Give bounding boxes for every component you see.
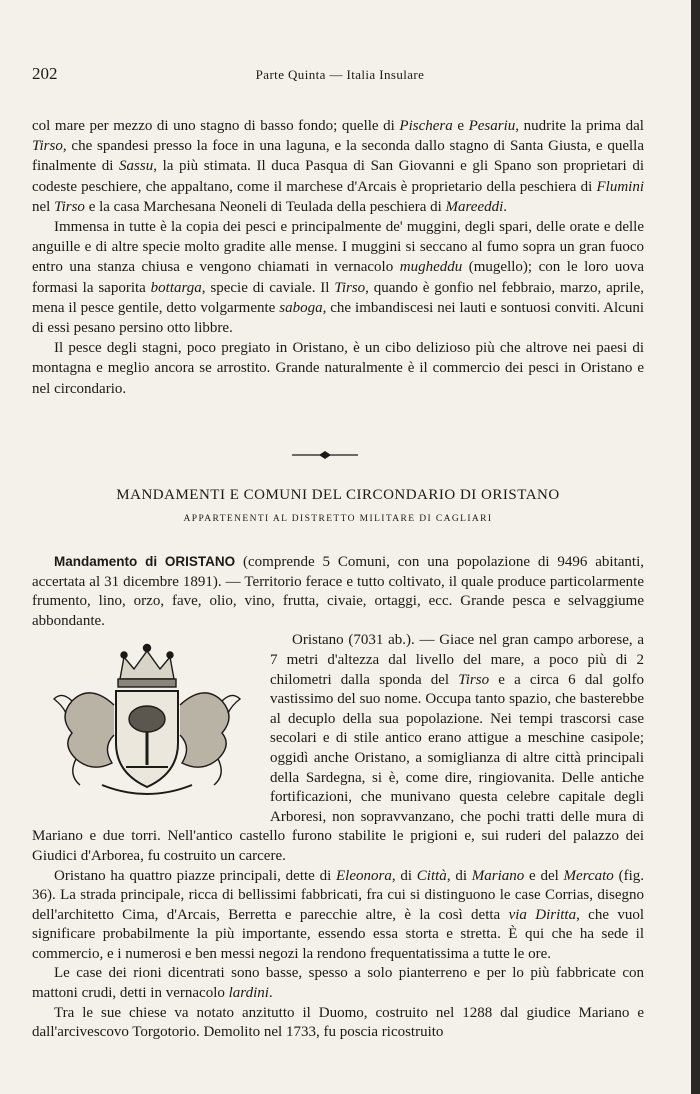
- paragraph: [32, 217, 644, 338]
- paragraph: [32, 552, 644, 631]
- page-edge-shadow: [691, 0, 700, 1094]
- text-run: e del: [524, 867, 564, 884]
- text-run: mugheddu: [399, 259, 463, 276]
- text-run: Immensa in tutte è la copia dei pesci e principalmente de' muggini, degli spari, delle orate e delle anguille e di altre specie molto gradite alle mense. I muggini si seccano al fumo sopra un gran fuoco entro una stanza chiusa e vengono chiamati in vernacolo: [32, 219, 644, 276]
- text-run: nel: [32, 198, 55, 215]
- text-run: e la casa Marchesana Neoneli di Teulada della peschiera di: [84, 198, 446, 215]
- text-run: Mercato: [563, 867, 614, 884]
- divider-ornament-icon: [290, 448, 360, 462]
- text-run: Pischera: [399, 118, 453, 134]
- section-subtitle: APPARTENENTI AL DISTRETTO MILITARE DI CAGLIARI: [183, 514, 493, 524]
- text-run: Pesariu: [468, 118, 516, 134]
- text-run: , la più stimata. Il duca Pasqua di San Giovanni e gli Spano son proprietari di codeste peschiere, che appaltano, come il marchese d'Arcais è proprietario della peschiera di: [32, 158, 644, 195]
- paragraph: [32, 116, 644, 217]
- text-run: , specie di caviale. Il: [201, 279, 335, 296]
- text-run: Mandamento di ORISTANO: [54, 554, 236, 569]
- text-run: Il pesce degli stagni, poco pregiato in Oristano, è un cibo delizioso più che altrove nei paesi di montagna e meglio ancora se arrostito. Grande naturalmente è il commercio dei pesci in Oristano e nel circondario.: [32, 340, 644, 397]
- text-run: Mariano: [471, 867, 525, 884]
- paragraph: [32, 867, 644, 965]
- running-title: Parte Quinta — Italia Insulare: [255, 67, 425, 82]
- text-run: , nudrite la prima dal: [515, 118, 644, 134]
- oristano-coat-of-arms-icon: [32, 635, 262, 811]
- text-run: .: [503, 198, 508, 215]
- text-run: (fig. 36). La strada principale, ricca di bellissimi fabbricati, fra cui si distinguono le case Corrias, disegno dell'architetto Cima, d'Arcais, Berretta e parecchie altre, è la così detta: [32, 867, 644, 923]
- paragraph: [32, 631, 644, 866]
- top-text-block: [32, 116, 644, 399]
- section-title: MANDAMENTI E COMUNI DEL CIRCONDARIO DI ORISTANO: [116, 487, 560, 503]
- text-run: Tirso: [32, 138, 63, 155]
- bottom-text-block: [32, 552, 644, 1043]
- text-run: col mare per mezzo di uno stagno di basso fondo; quelle di: [32, 118, 400, 134]
- text-run: lardini: [228, 985, 269, 1002]
- text-run: saboga: [279, 299, 323, 316]
- text-run: e: [452, 118, 469, 134]
- text-run: , che spandesi presso la foce in una laguna, e la seconda dallo stagno di Santa Giusta, e quella finalmente di: [32, 138, 644, 175]
- text-run: Oristano ha quattro piazze principali, dette di: [54, 867, 337, 884]
- text-run: Le case dei rioni dicentrati sono basse, spesso a solo pianterreno e per lo più fabbricate con mattoni crudi, detti in vernacolo: [32, 965, 644, 1002]
- text-run: , che vuol significare probabilmente la più importante, essendo essa storta e stretta. È qui che ha sede il commercio, e i numerosi e ben messi negozi la rendono frequentatissima a tutte le ore.: [32, 906, 644, 962]
- text-run: Tirso: [54, 198, 85, 215]
- text-run: , che imbandiscesi nei lauti e sontuosi conviti. Alcuni di essi pesano persino otto libbre.: [32, 299, 644, 337]
- text-run: (mugello); con le loro uova formasi la saporita: [32, 259, 644, 296]
- paragraph: [32, 1004, 644, 1043]
- text-run: via Diritta: [508, 906, 577, 923]
- text-run: , di: [446, 867, 472, 884]
- text-run: Flumini: [596, 178, 644, 195]
- text-run: e a circa 6 dal golfo vastissimo del suo nome. Occupa tanto spazio, che basterebbe al decuplo della sua popolazione. Nei tempi trascorsi case secolari e di stile antico erano attigue a meschine casipole; oggidì anche Oristano, a somiglianza di altre città principali della Sardegna, si è, come dire, ringiovanita. Delle antiche fortificazioni, che munivano questa celebre capitale degli Arboresi, non sopravvanzano, che pochi tratti delle mura di Mariano e due torri. Nell'antico castello furono stabilite le prigioni e, sui ruderi del palazzo dei Giudici d'Arborea, fu costruito un carcere.: [32, 671, 644, 864]
- text-run: bottarga: [150, 279, 202, 296]
- paragraph: [32, 338, 644, 399]
- text-run: .: [268, 985, 273, 1002]
- text-run: Città: [416, 867, 447, 884]
- running-header: [32, 64, 648, 88]
- text-run: Sassu: [119, 158, 154, 175]
- page-number: 202: [32, 64, 58, 83]
- text-run: Tirso: [334, 279, 366, 296]
- text-run: Oristano (7031 ab.). — Giace nel gran campo arborese, a 7 metri d'altezza dal livello del mare, a poco più di 2 chilometri dalla sponda del: [270, 632, 644, 688]
- text-run: Eleonora: [336, 867, 392, 884]
- text-run: , quando è gonfio nel febbraio, marzo, aprile, mena il pesce gentile, detto volgarmente: [32, 279, 644, 316]
- text-run: , di: [391, 867, 417, 884]
- text-run: Tra le sue chiese va notato anzitutto il Duomo, costruito nel 1288 dal giudice Mariano e dall'arcivescovo Torgotorio. Demolito nel 1733, fu poscia ricostruito: [32, 1004, 644, 1041]
- text-run: Tirso: [458, 671, 490, 688]
- text-run: (comprende 5 Comuni, con una popolazione di 9496 abitanti, accertata al 31 dicembre 1891). — Territorio ferace e tutto coltivato, il quale produce particolarmente frumento, lino, orzo, fave, olio, vino, frutta, civaie, ortaggi, ecc. Grande pesca e selvaggiume abbondante.: [32, 554, 644, 629]
- paragraph: [32, 964, 644, 1003]
- text-run: Mareeddi: [445, 198, 504, 215]
